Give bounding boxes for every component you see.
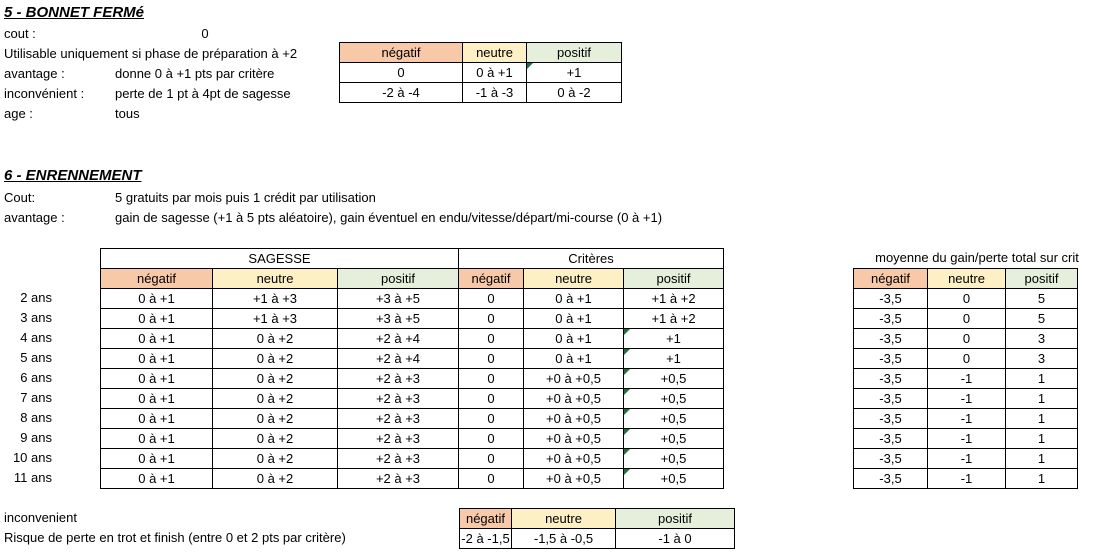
table-cell[interactable]: 0 — [928, 309, 1006, 329]
table-cell[interactable]: +1 à +2 — [624, 309, 724, 329]
table-row — [101, 329, 724, 349]
table-cell[interactable]: 0 — [928, 289, 1006, 309]
comment-marker-icon — [624, 389, 630, 395]
col-header-positif[interactable]: positif — [1006, 269, 1078, 289]
table-cell[interactable]: -3,5 — [854, 389, 928, 409]
table-row — [854, 309, 1078, 329]
comment-marker-icon — [624, 469, 630, 475]
table-cell[interactable]: 0 à +2 — [213, 349, 338, 369]
group-header-sagesse[interactable]: SAGESSE — [101, 249, 459, 269]
table-cell[interactable]: 0 à +1 — [524, 349, 624, 369]
table-cell[interactable]: -3,5 — [854, 449, 928, 469]
table-row — [101, 369, 724, 389]
section6-title[interactable]: 6 - ENRENNEMENT — [4, 167, 142, 184]
row-label[interactable]: 7 ans — [20, 390, 52, 405]
section5-avantage-label[interactable]: avantage : — [4, 66, 65, 81]
table-cell[interactable]: +0,5 — [624, 429, 724, 449]
table-cell[interactable]: 0 à +2 — [213, 369, 338, 389]
table-cell[interactable]: -3,5 — [854, 289, 928, 309]
table-cell[interactable]: +2 à +3 — [338, 449, 459, 469]
table-cell[interactable]: 0 à +1 — [101, 329, 213, 349]
table-cell[interactable]: +0 à +0,5 — [524, 429, 624, 449]
table-cell[interactable]: 0 à +1 — [524, 289, 624, 309]
row-label[interactable]: 10 ans — [12, 450, 52, 465]
comment-marker-icon — [527, 63, 533, 69]
table-cell[interactable]: -1 — [928, 369, 1006, 389]
table-cell[interactable]: +2 à +4 — [338, 349, 459, 369]
section6-avantage-label[interactable]: avantage : — [4, 210, 65, 225]
table-cell[interactable]: 0 — [459, 389, 524, 409]
table-cell[interactable]: +0 à +0,5 — [524, 449, 624, 469]
table-cell[interactable]: 0 à +1 — [101, 469, 213, 489]
table-row — [101, 429, 724, 449]
table-cell[interactable]: +1 — [624, 349, 724, 369]
table-cell[interactable]: 0 à +1 — [524, 309, 624, 329]
col-header-positif[interactable]: positif — [616, 509, 735, 529]
col-header-negatif[interactable]: négatif — [101, 269, 213, 289]
table-cell[interactable]: +0,5 — [624, 409, 724, 429]
row-label[interactable]: 5 ans — [20, 350, 52, 365]
table-cell[interactable]: +2 à +3 — [338, 389, 459, 409]
table-row — [854, 409, 1078, 429]
table-row — [854, 389, 1078, 409]
table-row — [101, 469, 724, 489]
col-header-neutre[interactable]: neutre — [463, 43, 527, 63]
table-row — [854, 429, 1078, 449]
col-header-negatif[interactable]: négatif — [854, 269, 928, 289]
table-cell[interactable]: 0 à +1 — [101, 409, 213, 429]
bottom-risk-text[interactable]: Risque de perte en trot et finish (entre 0 et 2 pts par critère) — [4, 530, 346, 545]
table-cell[interactable]: 0 à +1 — [101, 429, 213, 449]
table-row — [101, 449, 724, 469]
table-cell[interactable]: 0 à +2 — [213, 389, 338, 409]
table-cell[interactable]: -3,5 — [854, 309, 928, 329]
col-header-neutre[interactable]: neutre — [524, 269, 624, 289]
table-cell[interactable]: +1 — [624, 329, 724, 349]
row-label[interactable]: 4 ans — [20, 330, 52, 345]
comment-marker-icon — [624, 369, 630, 375]
table-cell[interactable]: -3,5 — [854, 369, 928, 389]
comment-marker-icon — [624, 349, 630, 355]
section5-cout-label[interactable]: cout : — [4, 26, 36, 41]
section5-inconvenient-label[interactable]: inconvénient : — [4, 86, 85, 101]
table-cell[interactable]: 0 à +1 — [101, 309, 213, 329]
bottom-inconvenient-label[interactable]: inconvenient — [4, 510, 77, 525]
table-cell[interactable]: 0 — [459, 429, 524, 449]
comment-marker-icon — [624, 409, 630, 415]
col-header-negatif[interactable]: négatif — [340, 43, 463, 63]
table-cell[interactable]: +0,5 — [624, 469, 724, 489]
table-cell[interactable]: -1 — [928, 429, 1006, 449]
avg-table — [853, 268, 1078, 489]
table-cell[interactable]: -1,5 à -0,5 — [512, 529, 616, 549]
table-cell[interactable]: 0 — [459, 409, 524, 429]
row-label[interactable]: 9 ans — [20, 430, 52, 445]
table-cell[interactable]: 0 — [340, 63, 463, 83]
col-header-positif[interactable]: positif — [338, 269, 459, 289]
table-cell[interactable]: 0 à +1 — [101, 449, 213, 469]
table-cell[interactable]: +2 à +3 — [338, 469, 459, 489]
row-label[interactable]: 3 ans — [20, 310, 52, 325]
table-cell[interactable]: +0 à +0,5 — [524, 409, 624, 429]
table-row — [854, 329, 1078, 349]
table-cell[interactable]: 0 à +1 — [101, 389, 213, 409]
col-header-neutre[interactable]: neutre — [512, 509, 616, 529]
table-cell[interactable]: 0 à +1 — [101, 349, 213, 369]
table-cell[interactable]: +1 à +3 — [213, 309, 338, 329]
table-cell[interactable]: 0 — [459, 349, 524, 369]
table-cell[interactable]: 1 — [1006, 449, 1078, 469]
table-cell[interactable]: 1 — [1006, 409, 1078, 429]
section5-inconvenient-value[interactable]: perte de 1 pt à 4pt de sagesse — [115, 86, 291, 101]
table-cell[interactable]: 0 à +2 — [213, 409, 338, 429]
table-cell[interactable]: 0 à +1 — [463, 63, 527, 83]
table-cell[interactable]: 0 — [459, 289, 524, 309]
table-cell[interactable]: +0,5 — [624, 389, 724, 409]
table-cell[interactable]: -2 à -4 — [340, 83, 463, 103]
table-row — [854, 349, 1078, 369]
comment-marker-icon — [624, 429, 630, 435]
table-cell[interactable]: +1 à +2 — [624, 289, 724, 309]
section5-cout-value[interactable]: 0 — [201, 26, 209, 41]
avg-table-title[interactable]: moyenne du gain/perte total sur crit — [875, 250, 1079, 265]
table-cell[interactable]: 0 — [928, 329, 1006, 349]
table-cell[interactable]: +3 à +5 — [338, 289, 459, 309]
enrennement-table — [100, 248, 724, 489]
table-cell[interactable]: +2 à +4 — [338, 329, 459, 349]
col-header-positif[interactable]: positif — [527, 43, 622, 63]
table-cell[interactable]: 1 — [1006, 469, 1078, 489]
table-cell[interactable]: +0,5 — [624, 449, 724, 469]
table-cell[interactable]: +2 à +3 — [338, 409, 459, 429]
table-cell[interactable]: -3,5 — [854, 329, 928, 349]
table-cell[interactable]: 0 à +2 — [213, 329, 338, 349]
table-cell[interactable]: -1 — [928, 449, 1006, 469]
table-row — [854, 289, 1078, 309]
table-row — [101, 409, 724, 429]
col-header-negatif[interactable]: négatif — [459, 269, 524, 289]
group-header-criteres[interactable]: Critères — [459, 249, 724, 269]
table-row — [854, 449, 1078, 469]
table-cell[interactable]: 0 à +1 — [524, 329, 624, 349]
table-cell[interactable]: 0 — [459, 469, 524, 489]
table-cell[interactable]: -3,5 — [854, 469, 928, 489]
table-cell[interactable]: +2 à +3 — [338, 369, 459, 389]
table-cell[interactable]: -1 — [928, 469, 1006, 489]
table-cell[interactable]: -2 à -1,5 — [460, 529, 512, 549]
table-cell[interactable]: +1 — [527, 63, 622, 83]
table-cell[interactable]: +0 à +0,5 — [524, 469, 624, 489]
table-cell[interactable]: 1 — [1006, 369, 1078, 389]
table-row — [854, 369, 1078, 389]
table-cell[interactable]: 0 — [459, 449, 524, 469]
col-header-neutre[interactable]: neutre — [928, 269, 1006, 289]
table-cell[interactable]: 0 à +2 — [213, 429, 338, 449]
table-cell[interactable]: 3 — [1006, 329, 1078, 349]
section6-avantage-value[interactable]: gain de sagesse (+1 à 5 pts aléatoire), gain éventuel en endu/vitesse/départ/mi-course (0 à +1) — [115, 210, 663, 225]
table-cell[interactable]: 0 à +1 — [101, 369, 213, 389]
table-row — [101, 309, 724, 329]
table-row — [460, 529, 735, 549]
table-row — [101, 289, 724, 309]
table-cell[interactable]: -3,5 — [854, 349, 928, 369]
table-cell[interactable]: 0 à +2 — [213, 449, 338, 469]
table-cell[interactable]: 5 — [1006, 309, 1078, 329]
table-cell[interactable]: +1 à +3 — [213, 289, 338, 309]
section5-title[interactable]: 5 - BONNET FERMé — [4, 4, 145, 21]
table-cell[interactable]: -1 à 0 — [616, 529, 735, 549]
row-label[interactable]: 2 ans — [20, 290, 52, 305]
row-label[interactable]: 8 ans — [20, 410, 52, 425]
table-cell[interactable]: 0 — [459, 369, 524, 389]
section5-age-value[interactable]: tous — [115, 106, 140, 121]
section5-avantage-value[interactable]: donne 0 à +1 pts par critère — [115, 66, 275, 81]
table-row — [101, 389, 724, 409]
table-cell[interactable]: +3 à +5 — [338, 309, 459, 329]
table-cell[interactable]: -1 — [928, 389, 1006, 409]
table-cell[interactable]: 0 à -2 — [527, 83, 622, 103]
table-cell[interactable]: 0 — [459, 309, 524, 329]
table-cell[interactable]: 0 à +1 — [101, 289, 213, 309]
table-cell[interactable]: 0 — [459, 329, 524, 349]
age-row-labels — [0, 288, 52, 488]
table-row — [854, 469, 1078, 489]
table-cell[interactable]: 3 — [1006, 349, 1078, 369]
row-label[interactable]: 11 ans — [13, 470, 52, 485]
table-cell[interactable]: +0 à +0,5 — [524, 389, 624, 409]
table-cell[interactable]: 5 — [1006, 289, 1078, 309]
col-header-positif[interactable]: positif — [624, 269, 724, 289]
table-cell[interactable]: +0 à +0,5 — [524, 369, 624, 389]
table-cell[interactable]: +0,5 — [624, 369, 724, 389]
table-cell[interactable]: -1 — [928, 409, 1006, 429]
table-row — [101, 349, 724, 369]
table-cell[interactable]: -3,5 — [854, 409, 928, 429]
table-cell[interactable]: -3,5 — [854, 429, 928, 449]
table-cell[interactable]: 1 — [1006, 429, 1078, 449]
col-header-negatif[interactable]: négatif — [460, 509, 512, 529]
comment-marker-icon — [624, 449, 630, 455]
bonnet-ferme-table — [339, 42, 622, 103]
table-cell[interactable]: +2 à +3 — [338, 429, 459, 449]
risk-table — [459, 508, 735, 549]
table-cell[interactable]: -1 à -3 — [463, 83, 527, 103]
section6-cout-value[interactable]: 5 gratuits par mois puis 1 crédit par utilisation — [115, 190, 376, 205]
table-cell[interactable]: 1 — [1006, 389, 1078, 409]
table-cell[interactable]: 0 — [928, 349, 1006, 369]
section6-cout-label[interactable]: Cout: — [4, 190, 36, 205]
section5-condition-text[interactable]: Utilisable uniquement si phase de préparation à +2 — [4, 46, 298, 61]
row-label[interactable]: 6 ans — [20, 370, 52, 385]
col-header-neutre[interactable]: neutre — [213, 269, 338, 289]
comment-marker-icon — [624, 329, 630, 335]
section5-age-label[interactable]: age : — [4, 106, 33, 121]
table-cell[interactable]: 0 à +2 — [213, 469, 338, 489]
